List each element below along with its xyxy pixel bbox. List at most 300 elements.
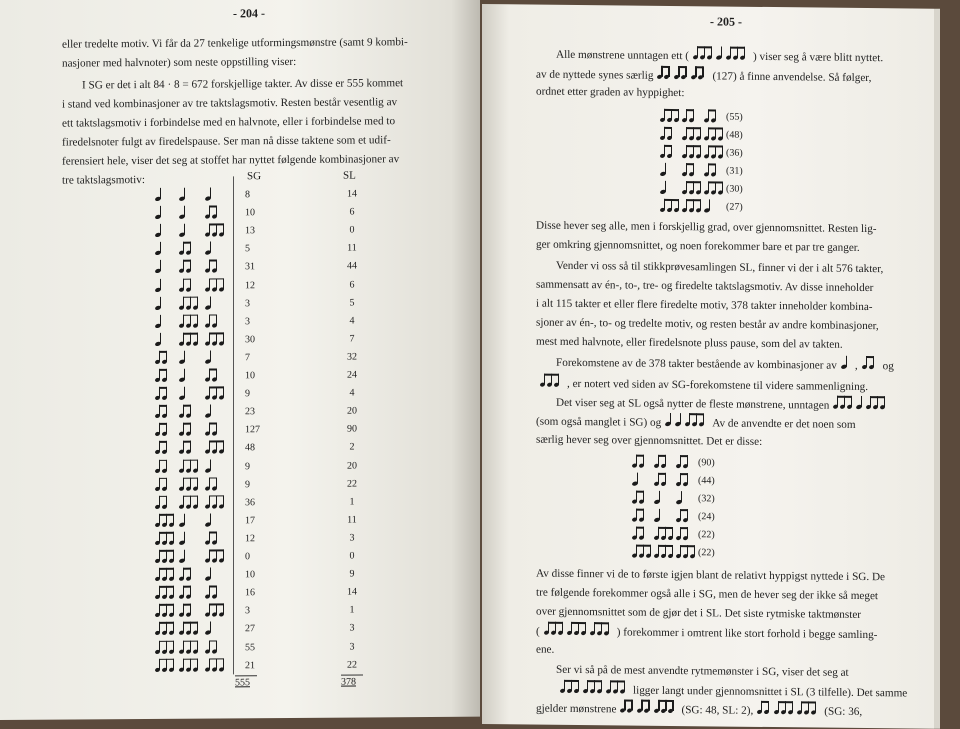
table-row (155, 510, 480, 530)
quarter-note-icon (179, 206, 186, 219)
quarter-note-icon (155, 278, 162, 291)
sg-count: 3 (245, 315, 250, 327)
eighth-pair-icon (179, 405, 193, 418)
sg-count: 21 (245, 659, 255, 671)
quarter-note-icon (155, 296, 162, 309)
triplet-group-icon (179, 314, 199, 327)
triplet-group-icon (590, 622, 610, 635)
triplet-group-icon (583, 680, 603, 693)
triplet-group-icon (833, 396, 853, 409)
quarter-note-icon (205, 622, 212, 635)
triplet-group-icon (540, 374, 560, 387)
text-span: Ser vi så på de mest anvendte rytmemønster i SG, viser det seg at (556, 663, 849, 679)
triplet-group-icon (660, 109, 680, 122)
triplet-group-icon (205, 278, 225, 291)
rhythm-pattern (862, 356, 879, 377)
sl-count: 22 (347, 659, 357, 671)
text-span: tre følgende forekommer også alle i SG, men de hever seg der ikke så meget (536, 586, 879, 603)
sg-count: 12 (245, 279, 255, 291)
eighth-pair-icon (676, 455, 690, 468)
table-row (155, 221, 480, 241)
sl-count: 22 (347, 478, 357, 490)
eighth-pair-icon (682, 163, 696, 176)
sl-count: 3 (349, 532, 355, 544)
quarter-note-icon (205, 459, 212, 472)
quarter-note-icon (155, 188, 162, 201)
eighth-pair-icon (660, 145, 674, 158)
sl-count: 1 (349, 496, 355, 508)
triplet-group-icon (682, 199, 702, 212)
text-span: (SG: 36, (824, 705, 863, 718)
rhythm-pattern (620, 699, 677, 720)
table-row (155, 438, 480, 458)
total-sl: 378 (341, 676, 356, 688)
triplet-group-icon (155, 532, 175, 545)
eighth-pair-icon (862, 356, 876, 369)
eighth-pair-icon (155, 387, 169, 400)
text-line: tre taktslagsmotiv: (62, 173, 145, 187)
quarter-note-icon (179, 387, 186, 400)
eighth-pair-icon (179, 260, 193, 273)
eighth-pair-icon (205, 640, 219, 653)
table-divider (233, 176, 234, 674)
table-row (155, 474, 480, 494)
text-span: , er notert ved siden av SG-forekomstene til videre sammenligning. (567, 377, 869, 394)
triplet-group-icon (205, 224, 225, 237)
rhythm-pattern (757, 701, 820, 722)
occurrence-count: (22) (698, 529, 715, 541)
text-line (536, 699, 862, 723)
sg-count: 9 (245, 460, 250, 472)
occurrence-count: (22) (698, 547, 715, 559)
sl-count: 32 (347, 351, 357, 363)
triplet-group-icon (606, 680, 626, 693)
text-span: mest med halvnote, eller firedelsnote pluss pause, som del av takten. (536, 335, 843, 351)
quarter-note-icon (665, 413, 672, 426)
eighth-pair-icon (682, 109, 696, 122)
triplet-group-icon (774, 701, 794, 714)
triplet-group-icon (682, 145, 702, 158)
occurrence-count: (30) (726, 183, 743, 195)
quarter-note-icon (675, 413, 682, 426)
table-row (155, 420, 480, 440)
quarter-note-icon (155, 206, 162, 219)
quarter-note-icon (155, 333, 162, 346)
eighth-pair-icon (676, 509, 690, 522)
triplet-group-icon (544, 622, 564, 635)
eighth-pair-icon (657, 66, 671, 79)
sg-count: 16 (245, 587, 255, 599)
text-span: gjelder mønstrene (536, 702, 617, 716)
sl-count: 4 (349, 315, 355, 327)
quarter-note-icon (856, 396, 863, 409)
quarter-note-icon (179, 351, 186, 364)
sl-count: 6 (349, 206, 355, 218)
sg-count: 12 (245, 533, 255, 545)
text-line: firedelsnoter fulgt av firedelspause. Ser man nå disse taktene som et udif- (62, 134, 391, 149)
eighth-pair-icon (205, 477, 219, 490)
page-number-right: - 205 - (710, 14, 742, 29)
quarter-note-icon (654, 509, 661, 522)
sl-count: 44 (347, 260, 357, 272)
text-line: eller tredelte motiv. Vi får da 27 tenkelige utformingsmønstre (samt 9 kombi- (62, 36, 408, 51)
text-span: Vender vi oss så til stikkprøvesamlingen SL, finner vi der i alt 576 takter, (556, 259, 884, 276)
text-line (536, 622, 877, 646)
table-row (155, 384, 480, 404)
table-row (155, 311, 480, 331)
triplet-group-icon (179, 296, 199, 309)
text-span: , (854, 359, 858, 372)
triplet-group-icon (726, 47, 746, 60)
quarter-note-icon (205, 350, 212, 363)
text-line: ett taktslagsmotiv i forbindelse med en halvnote, eller i forbindelse med to (62, 115, 396, 130)
occurrence-count: (32) (698, 493, 715, 505)
eighth-pair-icon (691, 66, 705, 79)
table-row (155, 655, 480, 675)
text-span: sammensatt av én-, to-, tre- og firedelte taktslagsmotiv. Av disse inneholder (536, 278, 874, 295)
rhythm-pattern (540, 374, 563, 395)
quarter-note-icon (654, 491, 661, 504)
table-row (155, 601, 480, 621)
table-header-sg: SG (247, 170, 262, 183)
eighth-pair-icon (205, 260, 219, 273)
text-line: ferensiert hele, viser det seg at stoffet har nyttet følgende kombinasjoner av (62, 153, 400, 168)
occurrence-count: (27) (726, 201, 743, 213)
quarter-note-icon (179, 513, 186, 526)
table-row (155, 185, 480, 205)
quarter-note-icon (676, 491, 683, 504)
table-row (155, 275, 480, 295)
table-row (155, 529, 480, 549)
sl-count: 0 (349, 224, 355, 236)
text-span: Det viser seg at SL også nytter de fleste mønstrene, unntagen (556, 396, 830, 412)
quarter-note-icon (660, 181, 667, 194)
table-row (155, 637, 480, 657)
sl-count: 5 (349, 297, 355, 309)
page-number-left: - 204 - (233, 6, 265, 21)
occurrence-count: (55) (726, 111, 743, 123)
eighth-pair-icon (676, 473, 690, 486)
text-span: Av disse finner vi de to første igjen blant de relativt hyppigst nyttede i SG. De (536, 567, 886, 584)
eighth-pair-icon (155, 351, 169, 364)
occurrence-count: (90) (698, 457, 715, 469)
sl-count: 24 (347, 369, 357, 381)
left-page (0, 0, 480, 720)
eighth-pair-icon (704, 109, 718, 122)
quarter-note-icon (155, 315, 162, 328)
triplet-group-icon (704, 145, 724, 158)
eighth-pair-icon (654, 473, 668, 486)
sg-count: 8 (245, 189, 250, 201)
triplet-group-icon (654, 700, 674, 713)
quarter-note-icon (704, 199, 711, 212)
quarter-note-icon (205, 513, 212, 526)
table-row (155, 257, 480, 277)
eighth-pair-icon (676, 527, 690, 540)
text-line (536, 641, 554, 661)
quarter-note-icon (205, 568, 212, 581)
text-line: nasjoner med halvnoter) som neste oppstilling viser: (62, 55, 297, 70)
eighth-pair-icon (205, 206, 219, 219)
quarter-note-icon (205, 296, 212, 309)
sg-count: 0 (245, 551, 250, 563)
text-span: ene. (536, 643, 555, 656)
table-row (155, 456, 480, 476)
total-rule (341, 674, 363, 675)
triplet-group-icon (179, 332, 199, 345)
triplet-group-icon (155, 568, 175, 581)
text-line (536, 333, 843, 356)
quarter-note-icon (205, 405, 212, 418)
triplet-group-icon (704, 127, 724, 140)
quarter-note-icon (179, 188, 186, 201)
triplet-group-icon (179, 622, 199, 635)
triplet-group-icon (693, 46, 713, 59)
table-row (155, 366, 480, 386)
sg-count: 5 (245, 243, 250, 255)
text-span: (SG: 48, SL: 2), (681, 704, 754, 717)
triplet-group-icon (179, 658, 199, 671)
triplet-group-icon (567, 622, 587, 635)
triplet-group-icon (179, 477, 199, 490)
sg-count: 27 (245, 623, 255, 635)
table-row (155, 329, 480, 349)
sg-count: 127 (245, 424, 260, 436)
eighth-pair-icon (179, 441, 193, 454)
text-span: over gjennomsnittet som de gjør det i SL. Det siste rytmiske taktmønster (536, 605, 862, 621)
eighth-pair-icon (757, 701, 771, 714)
eighth-pair-icon (205, 531, 219, 544)
eighth-pair-icon (632, 455, 646, 468)
rhythm-pattern (665, 413, 708, 434)
occurrence-count: (24) (698, 511, 715, 523)
triplet-group-icon (205, 441, 225, 454)
triplet-group-icon (205, 495, 225, 508)
sg-count: 3 (245, 605, 250, 617)
triplet-group-icon (155, 658, 175, 671)
text-line (556, 353, 894, 377)
triplet-group-icon (179, 459, 199, 472)
text-span: ) forekommer i omtrent like stort forhold i begge samling- (616, 626, 878, 642)
table-row (155, 619, 480, 639)
eighth-pair-icon (155, 405, 169, 418)
sg-count: 23 (245, 406, 255, 418)
triplet-group-icon (155, 622, 175, 635)
eighth-pair-icon (155, 441, 169, 454)
occurrence-count: (36) (726, 147, 743, 159)
sg-count: 13 (245, 225, 255, 237)
eighth-pair-icon (205, 586, 219, 599)
eighth-pair-icon (155, 369, 169, 382)
sl-count: 11 (347, 514, 357, 526)
sl-count: 90 (347, 423, 357, 435)
eighth-pair-icon (632, 491, 646, 504)
sg-count: 31 (245, 261, 255, 273)
triplet-group-icon (797, 701, 817, 714)
text-span: og (882, 360, 894, 373)
text-span: ) viser seg å være blitt nyttet. (752, 50, 884, 65)
text-line: i stand ved kombinasjoner av tre taktslagsmotiv. Resten består vesentlig av (62, 96, 398, 111)
text-span: ( (536, 625, 540, 638)
sg-count: 10 (245, 207, 255, 219)
triplet-group-icon (704, 181, 724, 194)
triplet-group-icon (155, 586, 175, 599)
text-line (536, 236, 860, 259)
text-span: (som også manglet i SG) og (536, 415, 662, 429)
triplet-group-icon (205, 658, 225, 671)
text-span: særlig hever seg over gjennomsnittet. Det er disse: (536, 433, 763, 448)
occurrence-count: (31) (726, 165, 743, 177)
sg-count: 36 (245, 496, 255, 508)
sl-count: 2 (349, 441, 355, 453)
triplet-group-icon (179, 640, 199, 653)
triplet-group-icon (654, 545, 674, 558)
eighth-pair-icon (620, 699, 634, 712)
sl-count: 20 (347, 405, 357, 417)
table-row (155, 492, 480, 512)
eighth-pair-icon (155, 496, 169, 509)
text-span: sjoner av én-, to- og tredelte motiv, og resten består av andre kombinasjoner, (536, 316, 879, 333)
text-line (536, 83, 685, 104)
table-row (155, 293, 480, 313)
eighth-pair-icon (179, 278, 193, 291)
table-header-sl: SL (343, 169, 356, 182)
quarter-note-icon (841, 356, 848, 369)
text-span: Forekomstene av de 378 takter bestående av kombinasjoner av (556, 356, 837, 372)
triplet-group-icon (155, 550, 175, 563)
triplet-group-icon (155, 514, 175, 527)
triplet-group-icon (685, 413, 705, 426)
triplet-group-icon (682, 127, 702, 140)
sl-count: 11 (347, 242, 357, 254)
quarter-note-icon (155, 242, 162, 255)
triplet-group-icon (179, 495, 199, 508)
triplet-group-icon (660, 199, 680, 212)
triplet-group-icon (155, 640, 175, 653)
triplet-group-icon (205, 332, 225, 345)
quarter-note-icon (716, 46, 723, 59)
eighth-pair-icon (179, 586, 193, 599)
rhythm-pattern (560, 680, 629, 701)
eighth-pair-icon (205, 423, 219, 436)
eighth-pair-icon (205, 368, 219, 381)
eighth-pair-icon (179, 423, 193, 436)
sg-count: 17 (245, 515, 255, 527)
text-span: (127) å finne anvendelse. Så følger, (712, 70, 872, 85)
sl-count: 7 (349, 333, 355, 345)
rhythm-pattern (693, 46, 749, 67)
triplet-group-icon (155, 604, 175, 617)
total-sg: 555 (235, 676, 250, 689)
table-row (155, 239, 480, 259)
triplet-group-icon (632, 545, 652, 558)
text-span: Alle mønstrene unntagen ett ( (556, 48, 689, 63)
triplet-group-icon (205, 549, 225, 562)
table-row (155, 565, 480, 585)
sg-count: 3 (245, 297, 250, 309)
quarter-note-icon (179, 224, 186, 237)
text-line (536, 431, 762, 453)
text-span: ligger langt under gjennomsnittet i SL (3 tilfelle). Det samme (633, 684, 908, 700)
sl-count: 3 (349, 641, 355, 653)
text-span: av de nyttede synes særlig (536, 68, 654, 82)
sl-count: 9 (349, 568, 355, 580)
sg-count: 9 (245, 478, 250, 490)
triplet-group-icon (682, 181, 702, 194)
text-line: I SG er det i alt 84 · 8 = 672 forskjellige takter. Av disse er 555 kommet (82, 77, 404, 92)
eighth-pair-icon (632, 527, 646, 540)
eighth-pair-icon (205, 314, 219, 327)
triplet-group-icon (866, 396, 886, 409)
sl-count: 1 (349, 604, 355, 616)
occurrence-count: (48) (726, 129, 743, 141)
sg-count: 55 (245, 641, 255, 653)
text-span: ger omkring gjennomsnittet, og noen forekommer bare et par tre ganger. (536, 238, 860, 254)
sg-count: 10 (245, 569, 255, 581)
sg-count: 9 (245, 388, 250, 400)
quarter-note-icon (660, 163, 667, 176)
sg-count: 48 (245, 442, 255, 454)
table-row (155, 583, 480, 603)
table-row (155, 547, 480, 567)
sg-count: 10 (245, 370, 255, 382)
table-row (155, 348, 480, 368)
eighth-pair-icon (654, 455, 668, 468)
sl-count: 14 (347, 586, 357, 598)
eighth-pair-icon (179, 568, 193, 581)
eighth-pair-icon (179, 242, 193, 255)
quarter-note-icon (632, 473, 639, 486)
text-span: Disse hever seg alle, men i forskjellig grad, over gjennomsnittet. Resten lig- (536, 219, 877, 236)
quarter-note-icon (155, 224, 162, 237)
text-span: i alt 115 takter et eller flere firedelte motiv, 378 takter inneholder kombina- (536, 297, 873, 314)
rhythm-pattern (841, 356, 851, 377)
sg-count: 7 (245, 352, 250, 364)
quarter-note-icon (155, 260, 162, 273)
eighth-pair-icon (155, 477, 169, 490)
sg-count: 30 (245, 334, 255, 346)
quarter-note-icon (179, 532, 186, 545)
eighth-pair-icon (637, 700, 651, 713)
text-span: Av de anvendte er det noen som (712, 417, 856, 431)
eighth-pair-icon (704, 163, 718, 176)
eighth-pair-icon (179, 604, 193, 617)
triplet-group-icon (560, 680, 580, 693)
triplet-group-icon (205, 387, 225, 400)
triplet-group-icon (676, 545, 696, 558)
occurrence-count: (44) (698, 475, 715, 487)
sl-count: 0 (349, 550, 355, 562)
eighth-pair-icon (660, 127, 674, 140)
quarter-note-icon (205, 242, 212, 255)
sl-count: 3 (349, 622, 355, 634)
eighth-pair-icon (155, 423, 169, 436)
quarter-note-icon (179, 550, 186, 563)
sl-count: 20 (347, 460, 357, 472)
table-row (155, 402, 480, 422)
triplet-group-icon (654, 527, 674, 540)
right-page (482, 4, 940, 729)
sl-count: 6 (349, 279, 355, 291)
table-row (155, 203, 480, 223)
text-span: ordnet etter graden av hyppighet: (536, 85, 685, 100)
triplet-group-icon (205, 604, 225, 617)
sl-count: 4 (349, 387, 355, 399)
rhythm-pattern (544, 622, 613, 643)
quarter-note-icon (179, 369, 186, 382)
total-rule (235, 675, 257, 676)
eighth-pair-icon (155, 459, 169, 472)
